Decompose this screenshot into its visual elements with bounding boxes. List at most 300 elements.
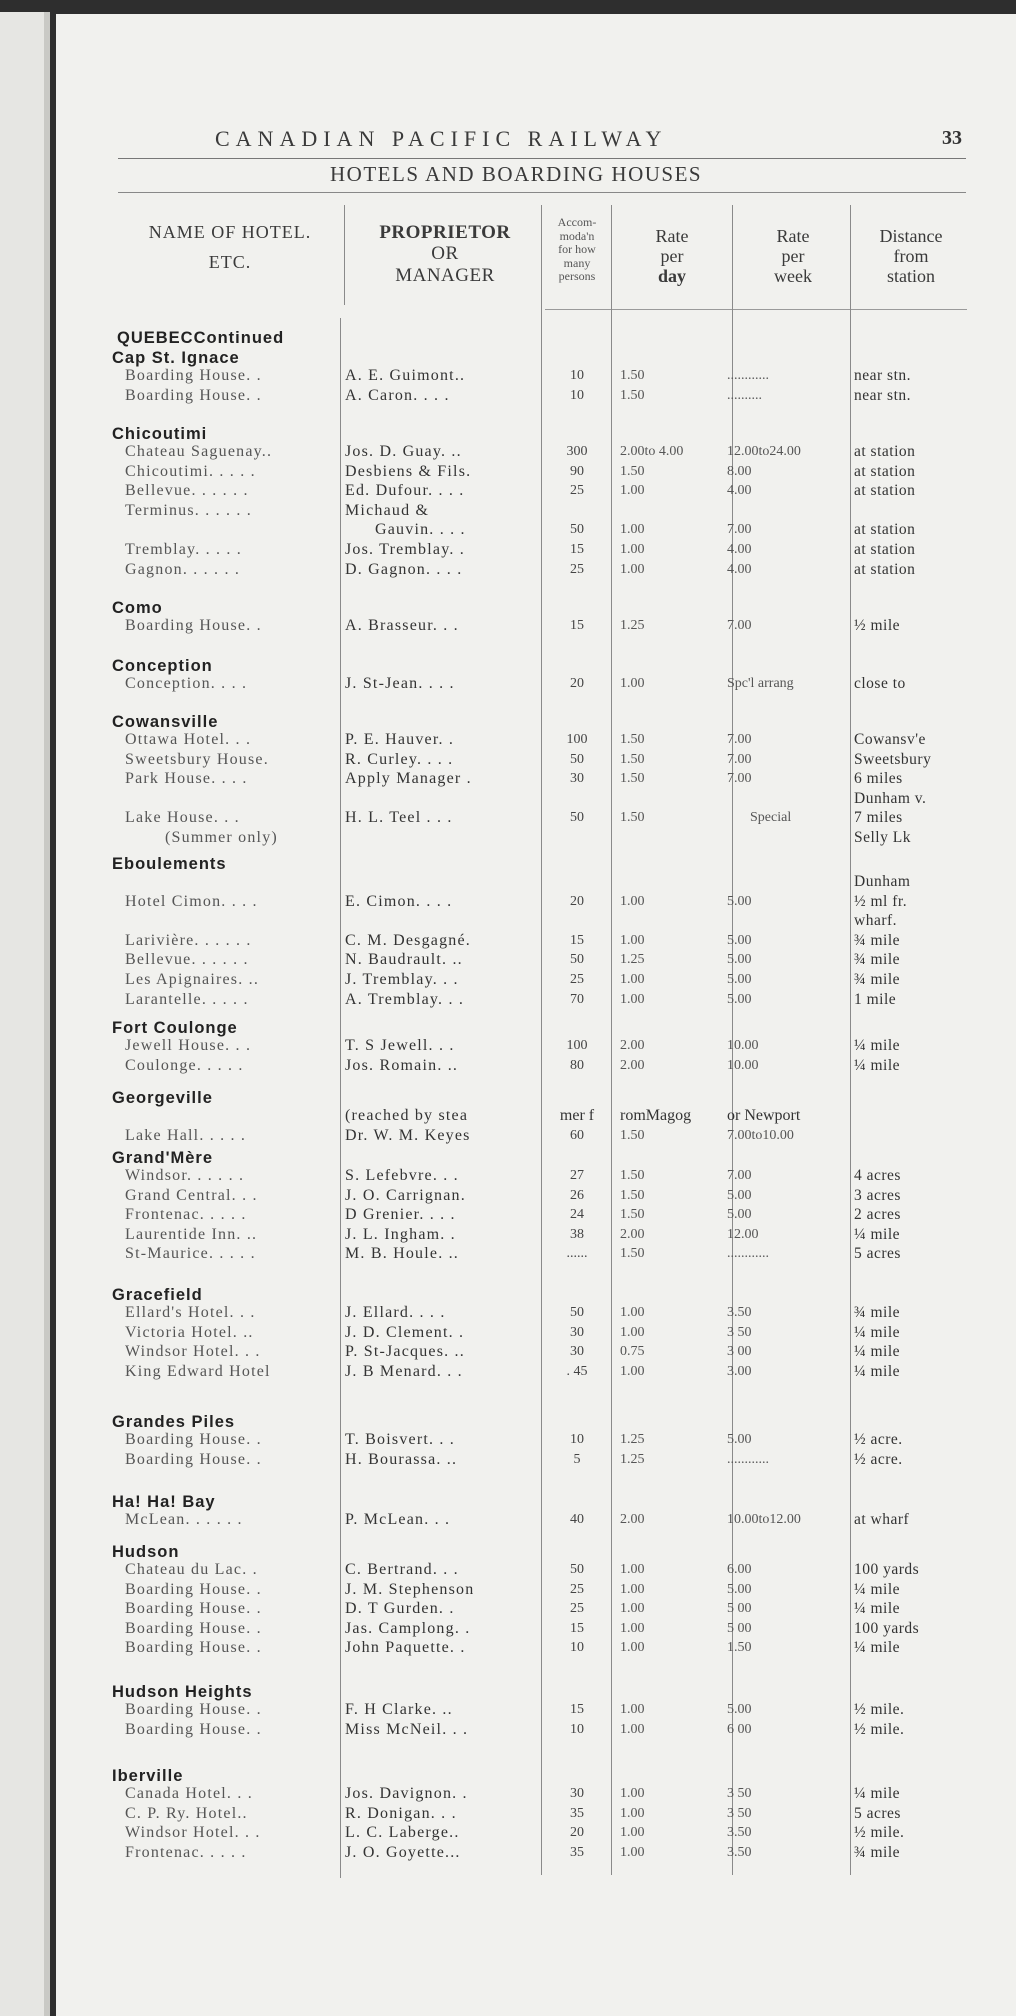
accommodation-count: 20 (570, 893, 584, 909)
proprietor-name: M. B. Houle. .. (345, 1245, 459, 1263)
hotel-name: Windsor. . . . . . (125, 1167, 245, 1184)
accommodation-count: 26 (570, 1187, 584, 1203)
proprietor-name: T. S Jewell. . . (345, 1037, 455, 1054)
distance-from-station: ½ ml fr. (854, 892, 908, 910)
hotel-name: Laurentide Inn. .. (125, 1225, 258, 1243)
accommodation-count: 30 (570, 1786, 584, 1801)
proprietor-name: P. McLean. . . (345, 1511, 451, 1528)
accommodation-count: 24 (570, 1207, 584, 1223)
hotel-name: Boarding House. . (125, 1450, 262, 1468)
hotel-name: Sweetsbury House. (125, 750, 269, 768)
rate-per-week: 3.50 (727, 1825, 752, 1841)
proprietor-name: C. M. Desgagné. (345, 931, 471, 949)
rate-per-week: 3.50 (727, 1305, 752, 1320)
accommodation-count: 15 (570, 542, 584, 557)
hotel-name: Victoria Hotel. .. (125, 1323, 254, 1341)
proprietor-name: D. T Gurden. . (345, 1600, 455, 1618)
rate-per-day: 1.00 (620, 972, 645, 987)
proprietor-name: A. E. Guimont.. (345, 367, 466, 384)
previous-page-edge (0, 12, 50, 2016)
rate-per-week: 5.00 (727, 972, 752, 987)
column-header-line: Rate (776, 226, 810, 246)
rate-per-day: 1.50 (620, 732, 645, 747)
hotel-name: Larivière. . . . . . (125, 931, 252, 949)
rate-per-week: 3 50 (727, 1786, 752, 1801)
proprietor-name: C. Bertrand. . . (345, 1561, 459, 1578)
rate-per-week: 5.00 (727, 932, 752, 948)
rate-per-day: 1.50 (620, 387, 645, 403)
hotel-name: Boarding House. . (125, 367, 262, 384)
accommodation-count: 10 (570, 387, 584, 403)
hotel-name: Conception. . . . (125, 675, 248, 692)
rate-per-day: 1.25 (620, 618, 645, 633)
distance-from-station: ¼ mile (854, 1056, 901, 1074)
distance-from-station: ¼ mile (854, 1362, 901, 1380)
distance-from-station: at station (854, 521, 916, 539)
column-header-line: MANAGER (395, 264, 495, 286)
column-rule (850, 205, 851, 1875)
accommodation-count: 50 (570, 751, 584, 767)
rate-per-week: 6 00 (727, 1721, 752, 1737)
accommodation-count: 10 (570, 368, 584, 383)
hotel-name: Boarding House. . (125, 386, 262, 404)
hotel-name: (Summer only) (165, 829, 278, 846)
proprietor-name: J. Ellard. . . . (345, 1304, 446, 1321)
accommodation-count: 35 (570, 1844, 584, 1860)
rate-per-week: ............ (727, 368, 769, 383)
rate-per-week: 5.00 (727, 1187, 752, 1203)
column-header-line: day (657, 266, 686, 287)
column-header-line: PROPRIETOR (379, 222, 511, 243)
column-header-line: station (887, 266, 935, 287)
rate-per-week: ............ (727, 1451, 769, 1467)
proprietor-name: A. Caron. . . . (345, 386, 450, 404)
rate-per-week: 5.00 (727, 1702, 752, 1717)
page-number: 33 (942, 127, 962, 149)
hotel-name: Gagnon. . . . . . (125, 560, 241, 578)
rate-per-week: 12.00to24.00 (727, 444, 801, 459)
hotel-name: Grand Central. . . (125, 1186, 258, 1204)
rate-per-day: 1.00 (620, 932, 645, 948)
rate-per-day: 1.25 (620, 1432, 645, 1447)
accommodation-count: 90 (570, 463, 584, 479)
rate-per-day: 1.50 (620, 463, 645, 479)
header-rule (118, 158, 966, 159)
hotel-name: Chicoutimi. . . . . (125, 462, 256, 480)
hotel-name: Windsor Hotel. . . (125, 1824, 261, 1842)
column-header-line: week (774, 266, 812, 287)
hotel-name: Boarding House. . (125, 1580, 262, 1598)
accommodation-count: 80 (570, 1057, 584, 1073)
rate-per-day: 1.00 (620, 1620, 645, 1636)
proprietor-name: J. Tremblay. . . (345, 971, 459, 988)
rate-per-week: 4.00 (727, 561, 752, 577)
distance-from-station: 4 acres (854, 1167, 901, 1184)
town-heading: Grand'Mère (112, 1149, 214, 1167)
column-header-rate-week (734, 226, 852, 286)
rate-per-day: 1.50 (620, 1168, 645, 1183)
column-header-line: OR (431, 243, 459, 265)
distance-from-station: ¼ mile (854, 1225, 901, 1243)
hotel-name: Ottawa Hotel. . . (125, 731, 252, 748)
accommodation-count: 15 (570, 932, 584, 948)
accommodation-count: . 45 (566, 1363, 588, 1379)
rate-per-day: 1.50 (620, 1127, 645, 1143)
column-header-line: per (660, 246, 684, 267)
accommodation-count: 30 (570, 1344, 584, 1360)
distance-from-station: at station (854, 443, 916, 460)
rate-per-week: 5.00 (727, 1207, 752, 1223)
hotel-name: Frontenac. . . . . (125, 1206, 247, 1224)
rate-per-day: 1.25 (620, 1451, 645, 1467)
proprietor-name: J. M. Stephenson (345, 1580, 475, 1598)
rate-per-week: 10.00to12.00 (727, 1512, 801, 1527)
town-heading: Ha! Ha! Bay (112, 1493, 216, 1511)
rate-per-week: 5.00 (727, 952, 752, 968)
distance-from-station: close to (854, 675, 906, 692)
hotel-name: Windsor Hotel. . . (125, 1343, 261, 1361)
rate-per-week: 7.00to10.00 (727, 1127, 794, 1143)
proprietor-name: T. Boisvert. . . (345, 1431, 456, 1448)
column-rule (344, 205, 345, 305)
rate-per-week: 5.00 (727, 1581, 752, 1597)
proprietor-name: Jos. Romain. .. (345, 1056, 459, 1074)
proprietor-name: J. O. Goyette... (345, 1843, 461, 1861)
rate-per-day: 1.00 (620, 676, 645, 691)
accommodation-count: 30 (570, 771, 584, 787)
proprietor-name: Dr. W. M. Keyes (345, 1126, 471, 1144)
accommodation-count: 50 (570, 810, 584, 826)
rate-per-day: 1.00 (620, 1844, 645, 1860)
rate-per-day: 1.00 (620, 1805, 645, 1821)
column-header-line: for how (558, 242, 596, 256)
town-heading: Hudson Heights (112, 1683, 253, 1701)
column-header-proprietor (350, 222, 540, 286)
proprietor-name: J. O. Carrignan. (345, 1186, 466, 1204)
distance-from-station: ¼ mile (854, 1639, 901, 1657)
accommodation-count: 25 (570, 1581, 584, 1597)
rate-per-week: 3 50 (727, 1805, 752, 1821)
distance-from-station: ¼ mile (854, 1343, 901, 1361)
rate-per-day: 1.00 (620, 542, 645, 557)
hotel-name: Canada Hotel. . . (125, 1785, 253, 1802)
proprietor-name: J. D. Clement. . (345, 1323, 465, 1341)
accommodation-count: 15 (570, 1620, 584, 1636)
proprietor-name: J. St-Jean. . . . (345, 675, 455, 692)
accommodation-count: 25 (570, 483, 584, 499)
accommodation-count: 20 (570, 676, 584, 691)
rate-per-day: 1.50 (620, 751, 645, 767)
rate-per-day: 2.00to 4.00 (620, 444, 684, 459)
accommodation-count: 38 (570, 1226, 584, 1242)
rate-per-day: 1.00 (620, 1721, 645, 1737)
rate-per-week: 5 00 (727, 1620, 752, 1636)
rate-per-day: 1.50 (620, 771, 645, 787)
rate-per-week: 3.50 (727, 1844, 752, 1860)
hotel-name: Boarding House. . (125, 1639, 262, 1657)
proprietor-name: (reached by stea (345, 1107, 469, 1124)
column-header-accommodation (541, 216, 613, 284)
hotel-name: Coulonge. . . . . (125, 1056, 244, 1074)
distance-from-station: ¼ mile (854, 1323, 901, 1341)
distance-from-station: ¼ mile (854, 1785, 901, 1802)
rate-per-week: 7.00 (727, 522, 752, 538)
town-heading: Chicoutimi (112, 425, 208, 443)
distance-from-station: at station (854, 560, 916, 578)
proprietor-name: Jos. Tremblay. . (345, 541, 465, 558)
hotel-name: McLean. . . . . . (125, 1511, 243, 1528)
column-header-line: many (563, 255, 591, 270)
accommodation-count: 25 (570, 972, 584, 987)
rate-per-day: 0.75 (620, 1344, 645, 1360)
rate-per-week: 7.00 (727, 771, 752, 787)
distance-from-station: ½ mile. (854, 1824, 905, 1842)
rate-per-week: 10.00 (727, 1057, 759, 1073)
rate-per-day: 1.50 (620, 1246, 645, 1262)
distance-from-station: ¾ mile (854, 1304, 901, 1321)
proprietor-name: Michaud & (345, 501, 430, 519)
proprietor-name: J. B Menard. . . (345, 1362, 463, 1380)
column-header-name (116, 222, 344, 282)
rate-per-day: 1.00 (620, 561, 645, 577)
accommodation-count: 5 (573, 1451, 581, 1467)
column-header-distance (852, 226, 970, 286)
distance-from-station: near stn. (854, 386, 912, 404)
column-rule (541, 205, 542, 1875)
hotel-name: Frontenac. . . . . (125, 1843, 247, 1861)
rate-per-week: 1.50 (727, 1640, 752, 1656)
accommodation-count: 40 (570, 1512, 584, 1527)
distance-from-station: 6 miles (854, 770, 903, 788)
accommodation-count: 25 (570, 1601, 584, 1617)
rate-per-day: 1.25 (620, 952, 645, 968)
hotel-name: C. P. Ry. Hotel.. (125, 1804, 248, 1822)
section-subheading: HOTELS AND BOARDING HOUSES (330, 162, 703, 186)
accommodation-count: 50 (570, 1305, 584, 1320)
rate-per-week: 5.00 (727, 1432, 752, 1447)
hotel-name: Lake Hall. . . . . (125, 1126, 247, 1144)
rate-per-day: 1.50 (620, 810, 645, 826)
proprietor-name: Gauvin. . . . (375, 521, 466, 539)
hotel-name: Terminus. . . . . . (125, 501, 253, 519)
accommodation-count: 50 (570, 1562, 584, 1577)
accommodation-count: 10 (570, 1640, 584, 1656)
accommodation-count: 70 (570, 991, 584, 1007)
town-heading: QUEBECContinued (117, 329, 285, 347)
proprietor-name: Ed. Dufour. . . . (345, 482, 465, 500)
accommodation-count: 15 (570, 618, 584, 633)
rate-per-day: 1.00 (620, 893, 645, 909)
rate-per-week: 5 00 (727, 1601, 752, 1617)
rate-per-day: 1.00 (620, 1305, 645, 1320)
column-rule (340, 318, 341, 1878)
distance-from-station: 5 acres (854, 1245, 901, 1263)
proprietor-name: P. E. Hauver. . (345, 731, 455, 748)
proprietor-name: R. Curley. . . . (345, 750, 454, 768)
distance-from-station: Dunham (854, 873, 911, 890)
distance-from-station: 1 mile (854, 990, 897, 1008)
rate-per-day: 1.00 (620, 1363, 645, 1379)
hotel-name: Larantelle. . . . . (125, 990, 249, 1008)
running-head: CANADIAN PACIFIC RAILWAY (215, 126, 668, 151)
proprietor-name: Jos. Davignon. . (345, 1785, 468, 1802)
accommodation-count: 15 (570, 1702, 584, 1717)
hotel-name: Park House. . . . (125, 770, 248, 788)
hotel-name: Boarding House. . (125, 1720, 262, 1738)
rate-per-day: romMagog (620, 1107, 692, 1124)
rate-per-day: 2.00 (620, 1226, 645, 1242)
column-header-rate-day (612, 226, 732, 286)
distance-from-station: ¾ mile (854, 951, 901, 969)
proprietor-name: A. Brasseur. . . (345, 617, 459, 634)
proprietor-name: N. Baudrault. .. (345, 951, 463, 969)
column-header-line: from (893, 246, 929, 267)
column-header-line: Accom- (557, 215, 597, 229)
distance-from-station: Selly Lk (854, 829, 911, 846)
distance-from-station: 100 yards (854, 1561, 920, 1578)
hotel-name: Bellevue. . . . . . (125, 482, 249, 500)
accommodation-count: ...... (566, 1246, 588, 1262)
proprietor-name: D Grenier. . . . (345, 1206, 456, 1224)
accommodation-count: 50 (570, 522, 584, 538)
page-gutter (44, 12, 50, 2016)
accommodation-count: 10 (570, 1721, 584, 1737)
rate-per-day: 2.00 (620, 1512, 645, 1527)
town-heading: Georgeville (112, 1089, 213, 1107)
rate-per-day: 1.50 (620, 1187, 645, 1203)
distance-from-station: 3 acres (854, 1186, 901, 1204)
proprietor-name: H. Bourassa. .. (345, 1450, 458, 1468)
accommodation-count: 30 (570, 1324, 584, 1340)
distance-from-station: ¾ mile (854, 971, 901, 988)
rate-per-week: 12.00 (727, 1226, 759, 1242)
distance-from-station: 7 miles (854, 809, 903, 827)
distance-from-station: 100 yards (854, 1619, 920, 1637)
hotel-name: Jewell House. . . (125, 1037, 252, 1054)
hotel-name: Boarding House. . (125, 617, 262, 634)
rate-per-day: 1.00 (620, 1324, 645, 1340)
rate-per-day: 1.00 (620, 1562, 645, 1577)
distance-from-station: ½ mile. (854, 1701, 905, 1718)
hotel-name: King Edward Hotel (125, 1362, 271, 1380)
proprietor-name: Miss McNeil. . . (345, 1720, 469, 1738)
distance-from-station: ½ acre. (854, 1431, 903, 1448)
rate-per-day: 2.00 (620, 1038, 645, 1053)
column-header-line: ETC. (208, 252, 252, 273)
accommodation-count: 100 (566, 1038, 588, 1053)
distance-from-station: ¼ mile (854, 1037, 901, 1054)
rate-per-week: 7.00 (727, 751, 752, 767)
hotel-name: Bellevue. . . . . . (125, 951, 249, 969)
hotel-name: Boarding House. . (125, 1600, 262, 1618)
distance-from-station: at wharf (854, 1511, 910, 1528)
distance-from-station: ¾ mile (854, 1843, 901, 1861)
proprietor-name: Jos. D. Guay. .. (345, 443, 462, 460)
distance-from-station: ½ mile. (854, 1720, 905, 1738)
column-header-line: moda'n (559, 228, 595, 243)
town-heading: Iberville (112, 1767, 184, 1785)
distance-from-station: Dunham v. (854, 789, 927, 807)
hotel-name: Boarding House. . (125, 1701, 262, 1718)
proprietor-name: Apply Manager . (345, 770, 472, 788)
accommodation-count: 20 (570, 1825, 584, 1841)
distance-from-station: at station (854, 462, 916, 480)
town-heading: Grandes Piles (112, 1413, 236, 1431)
rate-per-week: 10.00 (727, 1038, 759, 1053)
rate-per-day: 1.00 (620, 1825, 645, 1841)
rate-per-day: 1.00 (620, 991, 645, 1007)
rate-per-day: 1.00 (620, 1640, 645, 1656)
distance-from-station: ½ mile (854, 617, 901, 634)
hotel-name: Boarding House. . (125, 1431, 262, 1448)
subheading-rule (118, 192, 966, 193)
distance-from-station: near stn. (854, 367, 912, 384)
rate-per-week: 4.00 (727, 483, 752, 499)
town-heading: Como (112, 599, 163, 617)
distance-from-station: wharf. (854, 912, 898, 930)
proprietor-name: R. Donigan. . . (345, 1804, 457, 1822)
column-header-line: Rate (655, 226, 689, 246)
proprietor-name: E. Cimon. . . . (345, 892, 453, 910)
proprietor-name: A. Tremblay. . . (345, 990, 465, 1008)
proprietor-name: L. C. Laberge.. (345, 1824, 460, 1842)
distance-from-station: 5 acres (854, 1804, 901, 1822)
rate-per-week: 3.00 (727, 1363, 752, 1379)
accommodation-count: 10 (570, 1432, 584, 1447)
accommodation-count: 100 (566, 732, 588, 747)
hotel-name: Ellard's Hotel. . . (125, 1304, 256, 1321)
distance-from-station: Cowansv'e (854, 731, 926, 748)
proprietor-name: S. Lefebvre. . . (345, 1167, 459, 1184)
column-header-line: per (781, 246, 805, 267)
distance-from-station: ½ acre. (854, 1450, 903, 1468)
column-header-line: Distance (879, 226, 943, 246)
proprietor-name: F. H Clarke. .. (345, 1701, 453, 1718)
rate-per-week: 5.00 (727, 991, 752, 1007)
hotel-name: Lake House. . . (125, 809, 240, 827)
proprietor-name: D. Gagnon. . . . (345, 560, 463, 578)
column-header-line: NAME OF HOTEL. (148, 222, 312, 242)
rate-per-week: Spc'l arrang (727, 676, 794, 691)
rate-per-week: or Newport (727, 1107, 801, 1124)
distance-from-station: ¾ mile (854, 931, 901, 949)
proprietor-name: H. L. Teel . . . (345, 809, 453, 827)
proprietor-name: Desbiens & Fils. (345, 462, 472, 480)
proprietor-name: Jas. Camplong. . (345, 1619, 471, 1637)
rate-per-week: 3 00 (727, 1344, 752, 1360)
accommodation-count: 25 (570, 561, 584, 577)
rate-per-day: 1.00 (620, 1786, 645, 1801)
rate-per-week: Special (750, 810, 792, 826)
hotel-name: Les Apignaires. .. (125, 971, 260, 988)
distance-from-station: 2 acres (854, 1206, 901, 1224)
town-heading: Eboulements (112, 855, 227, 873)
distance-from-station: Sweetsbury (854, 750, 932, 768)
town-heading: Conception (112, 657, 213, 675)
accommodation-count: 60 (570, 1127, 584, 1143)
proprietor-name: P. St-Jacques. .. (345, 1343, 465, 1361)
rate-per-week: .......... (727, 387, 762, 403)
town-heading: Fort Coulonge (112, 1019, 238, 1037)
town-heading: Hudson (112, 1543, 180, 1561)
rate-per-day: 1.00 (620, 1581, 645, 1597)
rate-per-day: 1.00 (620, 522, 645, 538)
distance-from-station: at station (854, 541, 916, 558)
town-heading: Cowansville (112, 713, 219, 731)
accommodation-count: 300 (566, 444, 588, 459)
column-rule (611, 205, 612, 1875)
town-heading: Cap St. Ignace (112, 349, 240, 367)
